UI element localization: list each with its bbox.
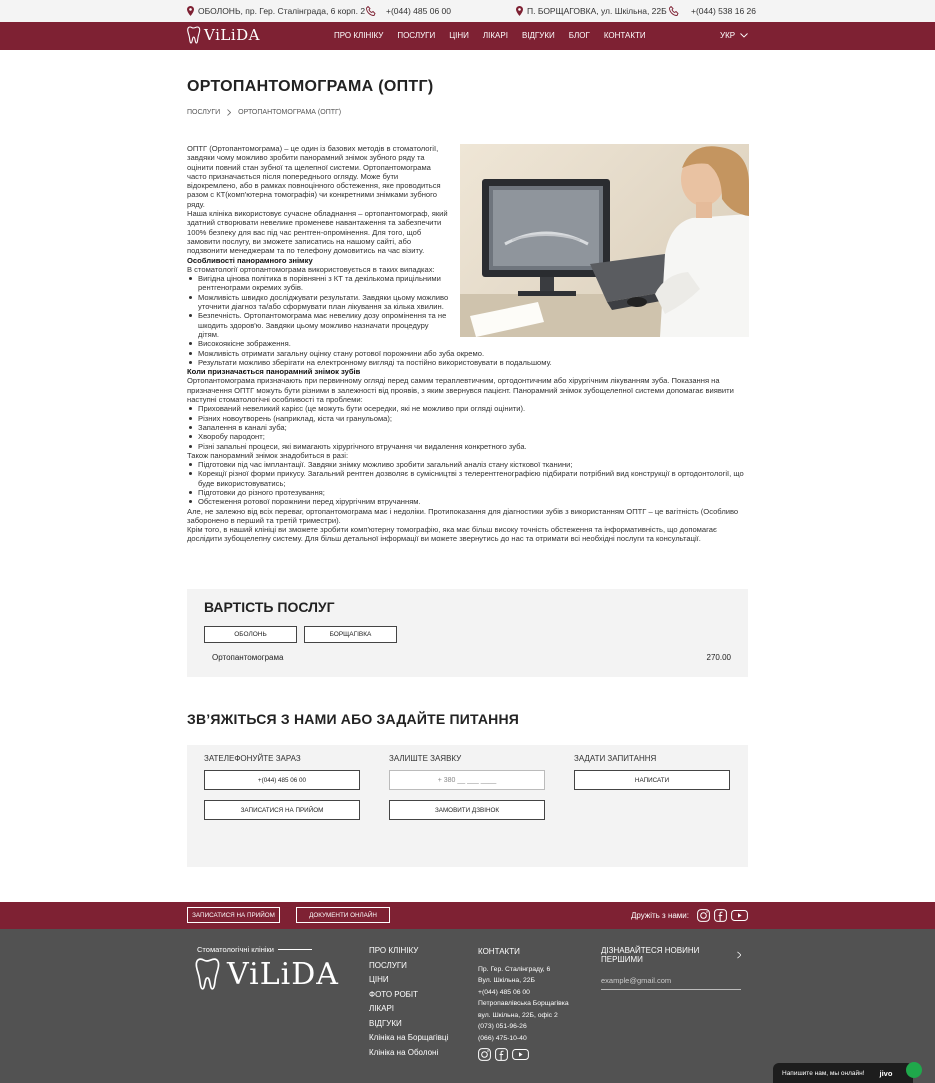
youtube-icon[interactable] (512, 1048, 529, 1061)
ask-question-title: ЗАДАТИ ЗАПИТАННЯ (574, 754, 657, 763)
footer-link-doctors[interactable]: ЛІКАРІ (369, 1004, 395, 1013)
page-title: ОРТОПАНТОМОГРАМА (ОПТГ) (187, 78, 434, 95)
footer-link-clinic-obolon[interactable]: Клініка на Оболоні (369, 1047, 439, 1057)
contact-phone[interactable]: +(044) 485 06 00 (478, 988, 530, 996)
footer-logo[interactable] (195, 945, 339, 992)
footer-link-prices[interactable]: ЦІНИ (369, 975, 389, 984)
tooth-logo-icon (195, 956, 221, 992)
article-subheading: Коли призначається панорамний знімок зубів (187, 367, 361, 377)
list-item: Безпечність. Ортопантомограма має невелику дозу опромінення та не шкодить здоров'ю. Завдяки цьому можливо назначати процедуру дітям. (187, 311, 749, 339)
contacts-title: КОНТАКТИ (478, 947, 520, 956)
phone-button[interactable]: +(044) 485 06 00 (204, 770, 360, 790)
call-now-title: ЗАТЕЛЕФОНУЙТЕ ЗАРАЗ (204, 754, 301, 763)
logo-text: ViLiDA (204, 26, 260, 44)
list-item: Високоякісне зображення. (187, 339, 749, 348)
article-paragraph: Але, не залежно від всіх переваг, ортопантомограма має і недоліки. Протипоказання для діагностики зубів з використанням ОПТГ – це вагітність (Особливо заборонено в перший та третій триместри). (187, 506, 739, 525)
nav-menu (334, 31, 660, 40)
chevron-right-icon[interactable] (737, 951, 741, 959)
footer-menu (369, 946, 448, 1062)
article-paragraph: Крім того, в наший клініці ви зможете зробити комп'ютерну томографію, яка має більш високу точність обстеження та інформативність, що допомагає дослідити зубощелепну систему. Для більш детальної інформації ви можете звернутись до нас та отримати всі необхідні послуги та консультації. (187, 525, 717, 544)
article-paragraph: ОПТГ (Ортопантомограма) – це один із базових методів в стоматології, завдяки чому можливо зробити панорамний знімок зубного ряду та оцінити повний стан зубної та щелепної системи. Ортопантомограма часто призначається після попереднього огляду. Може бути відокремлено, або в рамках повноцінного обстеження, яке проводиться разом с КТ(комп'ютерна томографія) чи конкретними знімками зубного ряду. (187, 144, 441, 209)
instagram-icon[interactable] (478, 1048, 491, 1061)
chat-widget[interactable] (773, 1063, 913, 1083)
prices-title: ВАРТІСТЬ ПОСЛУГ (204, 599, 335, 615)
list-item: Підготовки під час імплантації. Завдяки знімку можливо зробити загальний аналіз стану кісткової тканини; (187, 460, 749, 469)
breadcrumb-current: ОРТОПАНТОМОГРАМА (ОПТГ) (238, 109, 342, 116)
language-label: УКР (720, 31, 736, 40)
contact-line: Петропавлівська Борщагівка (478, 1000, 569, 1007)
callback-button[interactable]: ЗАМОВИТИ ДЗВІНОК (389, 800, 545, 820)
article-paragraph: Наша клініка використовує сучасне обладнання – ортопантомограф, який здатний створювати невелике променеве навантаження та забезпечити 100% безпеку для вас під час рентген-опромінення. Для того, щоб замовити послугу, ви зможете записатись на нашому сайті, або подзвонити менеджерам та по телефону домовитись на час візиту. (187, 209, 448, 256)
map-pin-icon (187, 6, 194, 16)
list-item: Прихований невеликий карієс (це можуть бути осередки, які не можливо при огляді оцінити). (187, 404, 749, 413)
social-label: Дружіть з нами: (631, 911, 689, 920)
address-oboloн[interactable] (187, 6, 365, 16)
tooth-logo-icon (187, 26, 201, 44)
footer-link-about[interactable]: ПРО КЛІНІКУ (369, 946, 419, 955)
youtube-icon[interactable] (731, 909, 748, 922)
article-list (187, 274, 749, 367)
list-item: Можливість отримати загальну оцінку стану ротової порожнини або зуба окремо. (187, 349, 749, 358)
nav-item-blog[interactable]: БЛОГ (568, 31, 590, 40)
nav-item-prices[interactable]: ЦІНИ (449, 31, 469, 40)
contact-title: ЗВ’ЯЖІТЬСЯ З НАМИ АБО ЗАДАЙТЕ ПИТАННЯ (187, 711, 520, 727)
contact-line: Пр. Гер. Сталінграду, 6 (478, 965, 551, 973)
footer-social-links (478, 1048, 569, 1061)
top-bar (0, 0, 935, 22)
address-text: П. БОРЩАГОВКА, ул. Шкільна, 22Б (527, 6, 667, 16)
instagram-icon[interactable] (697, 909, 710, 922)
footer-link-photos[interactable]: ФОТО РОБІТ (369, 989, 419, 999)
language-selector[interactable] (720, 31, 748, 40)
list-item: Різних новоутворень (наприклад, кіста чи гранульома); (187, 414, 749, 423)
list-item: Різні запальні процеси, які вимагають хірургічного втручання чи видалення конкретного зуба. (187, 442, 749, 451)
list-item: Запалення в каналі зуба; (187, 423, 749, 432)
documents-online-button[interactable]: ДОКУМЕНТИ ОНЛАЙН (296, 907, 390, 923)
nav-item-services[interactable]: ПОСЛУГИ (397, 31, 436, 40)
main-navbar (0, 22, 935, 50)
price-row (212, 653, 731, 662)
phone-icon (669, 6, 679, 16)
band-appointment-button[interactable]: ЗАПИСАТИСЯ НА ПРИЙОМ (187, 907, 280, 923)
phone-text: +(044) 485 06 00 (386, 6, 451, 16)
cta-band (0, 902, 935, 929)
chat-label: Напишите нам, мы онлайн! (782, 1069, 865, 1077)
chat-bubble-icon[interactable] (906, 1062, 922, 1078)
newsletter-email-input[interactable]: example@gmail.com (601, 976, 741, 990)
article-list (187, 404, 749, 450)
article-paragraph: Ортопантомограма призначають при первинному огляді перед самим тераплевтичним, ортодонтичним або хірургічним лікуванням зуба. Показання на призначення ОПТГ можуть бути різними в залежності від проявів, з яким звернувся пацієнт. Панорамний знімок зубощелепної системи допомагає виявити наступні стоматологічні особливості та проблеми: (187, 376, 734, 405)
list-item: Корекції різної форми прикусу. Загальний рентген дозволяє в сумісництві з телерентгенографією підбирати потрібний вид конструкції в ортодонтології, що буде використовуватись; (187, 469, 749, 488)
address-borschagivka[interactable] (516, 6, 667, 16)
contact-section (187, 745, 748, 867)
tagline-divider (278, 949, 312, 950)
footer-link-clinic-borschagivka[interactable]: Клініка на Борщагівці (369, 1033, 449, 1042)
list-item: Результати можливо зберігати на електронному вигляді та постійно використовувати в подальшому. (187, 358, 749, 367)
facebook-icon[interactable] (714, 909, 727, 922)
appointment-button[interactable]: ЗАПИСАТИСЯ НА ПРИЙОМ (204, 800, 360, 820)
prices-section (187, 589, 748, 677)
write-button[interactable]: НАПИСАТИ (574, 770, 730, 790)
chevron-down-icon (740, 33, 748, 38)
breadcrumb-link-services[interactable]: ПОСЛУГИ (187, 109, 221, 116)
tab-borschagivka[interactable]: БОРЩАГІВКА (304, 626, 397, 643)
newsletter (601, 946, 741, 990)
chat-brand: jivo (879, 1068, 893, 1078)
breadcrumb (187, 109, 341, 116)
footer-tagline: Стоматологічні клініки (197, 945, 274, 954)
article-paragraph: Також панорамний знімок знадобиться в разі: (187, 450, 349, 460)
nav-item-about[interactable]: ПРО КЛІНІКУ (334, 31, 384, 40)
article-list (187, 460, 749, 506)
footer-link-services[interactable]: ПОСЛУГИ (369, 960, 407, 970)
nav-item-contacts[interactable]: КОНТАКТИ (603, 31, 646, 40)
newsletter-title: ДІЗНАВАЙТЕСЯ НОВИНИ ПЕРШИМИ (601, 946, 700, 964)
article-content (187, 144, 749, 544)
nav-item-reviews[interactable]: ВІДГУКИ (521, 31, 555, 40)
footer-logo-text: ViLiDA (227, 956, 339, 992)
service-name: Ортопантомограма (212, 653, 284, 662)
phone-icon (366, 6, 376, 16)
list-item: Хворобу пародонт; (187, 432, 749, 441)
nav-item-doctors[interactable]: ЛІКАРІ (482, 31, 508, 40)
phone-input[interactable]: + 380 __ ___ ____ (389, 770, 545, 790)
list-item: Вигідна цінова політика в порівнянні з КТ та декількома прицільними рентгенограми окремих зубів. (187, 274, 749, 293)
address-text: ОБОЛОНЬ, пр. Гер. Сталінграда, 6 корп. 2 (198, 6, 366, 16)
article-subheading: Особливості панорамного знімку (187, 255, 313, 265)
contact-line: вул. Шкільна, 22Б, офіс 2 (478, 1011, 558, 1019)
article-paragraph: В стоматології ортопантомограма використовується в таких випадках: (187, 264, 435, 274)
list-item: Підготовки до різного протезування; (187, 488, 749, 497)
request-title: ЗАЛИШТЕ ЗАЯВКУ (389, 754, 462, 763)
chevron-right-icon (227, 109, 231, 116)
facebook-icon[interactable] (495, 1048, 508, 1061)
footer-contacts (478, 946, 569, 1061)
service-price: 270.00 (706, 653, 731, 662)
list-item: Можливість швидко досліджувати результати. Завдяки цьому можливо уточнити діагноз та/або сформувати план лікування за кілька хвилин. (187, 293, 749, 312)
social-links (697, 909, 748, 922)
phone-link-1[interactable] (366, 6, 451, 16)
contact-line: Вул. Шкільна, 22Б (478, 977, 536, 984)
map-pin-icon (516, 6, 523, 16)
newsletter-title-row (601, 946, 741, 964)
phone-text: +(044) 538 16 26 (691, 6, 756, 16)
logo[interactable] (187, 26, 260, 44)
contact-phone[interactable]: (066) 475-10-40 (478, 1034, 527, 1042)
list-item: Обстеження ротової порожнини перед хірургічним втручанням. (187, 497, 749, 506)
footer-link-reviews[interactable]: ВІДГУКИ (369, 1018, 402, 1028)
phone-link-2[interactable] (669, 6, 756, 16)
tab-obolon[interactable]: ОБОЛОНЬ (204, 626, 297, 643)
footer (0, 929, 935, 1083)
contact-phone[interactable]: (073) 051-96-26 (478, 1023, 527, 1030)
